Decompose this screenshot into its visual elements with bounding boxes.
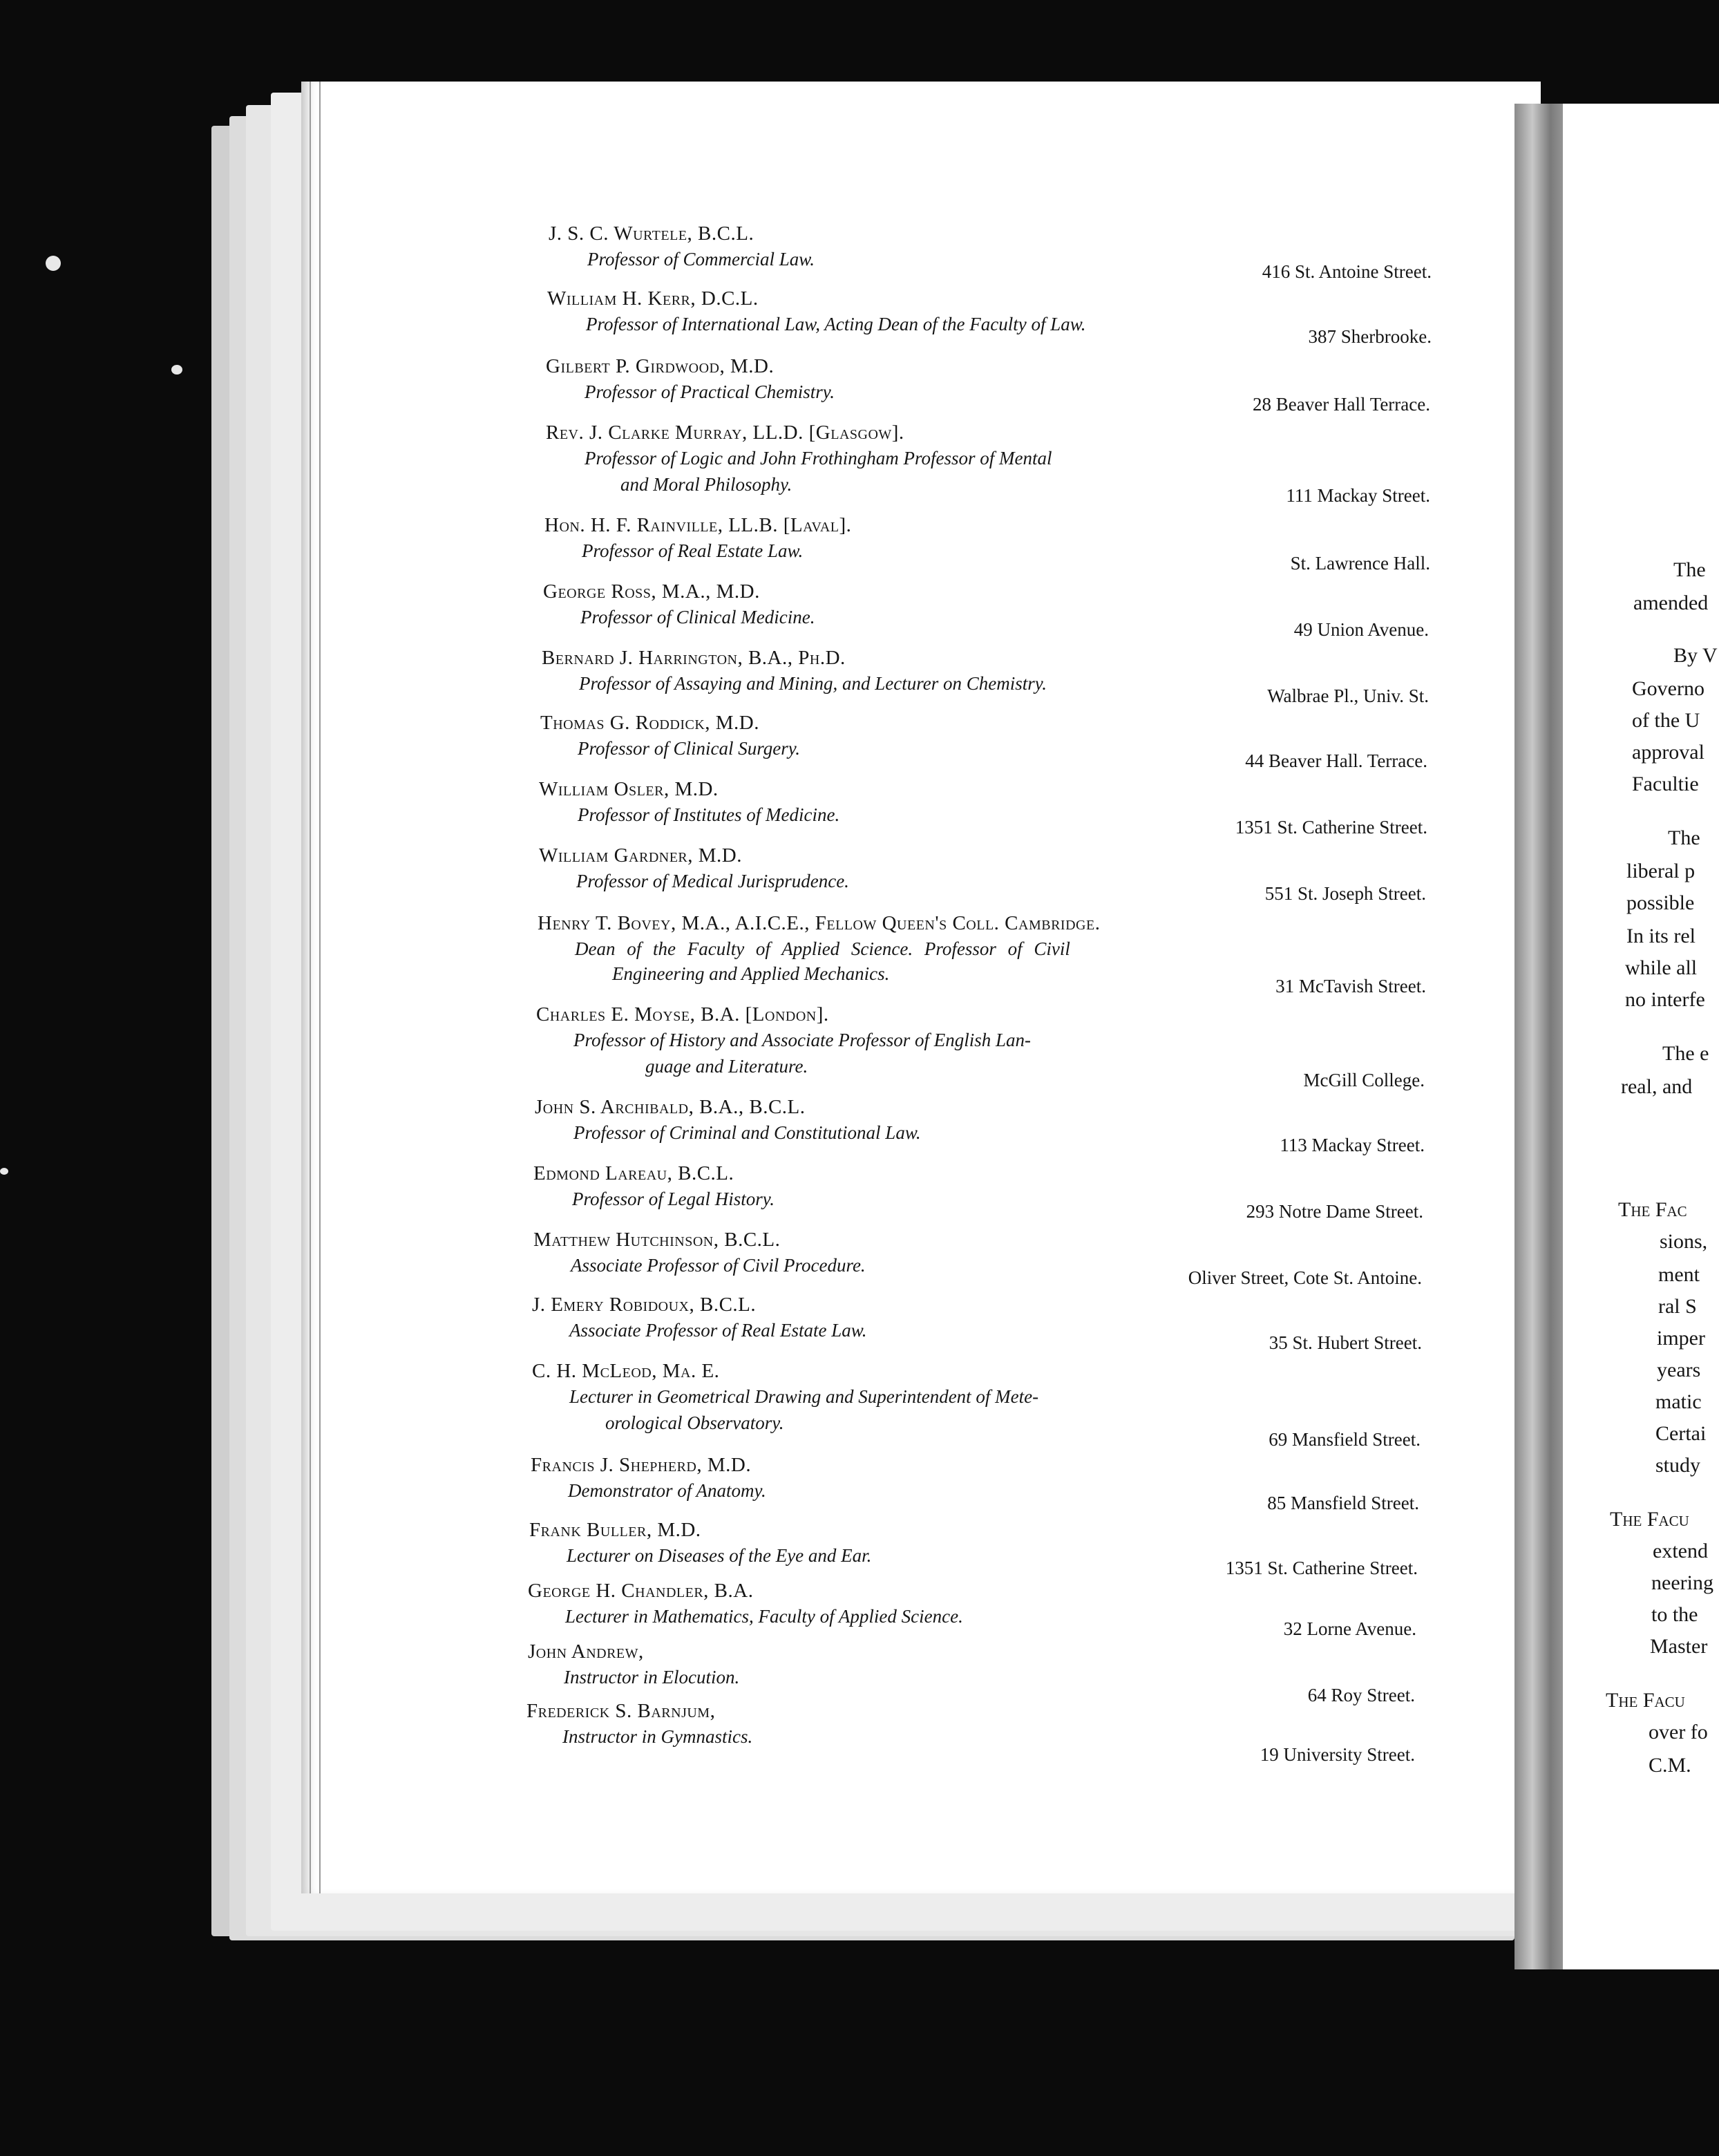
staff-address: 28 Beaver Hall Terrace. [1253,394,1430,415]
staff-address: 44 Beaver Hall. Terrace. [1245,750,1427,771]
staff-name: Gilbert P. Girdwood, M.D. [546,355,775,377]
staff-role: Professor of International Law, Acting Dean of the Faculty of Law. [586,314,1086,334]
right-page-line: of the U [1632,709,1700,732]
staff-entry [0,580,1719,647]
right-page-line: Master [1650,1635,1708,1658]
staff-entry [0,355,1719,422]
right-page-line: ment [1658,1263,1700,1286]
staff-role: Lecturer on Diseases of the Eye and Ear. [567,1545,872,1566]
staff-name: William Osler, M.D. [539,778,719,800]
staff-entry [0,912,1719,996]
staff-entry [0,422,1719,506]
staff-role-continued: and Moral Philosophy. [620,474,792,495]
staff-role: Professor of History and Associate Professor of English Lan- [573,1030,1032,1050]
right-page-line: The e [1662,1042,1709,1065]
staff-role: Professor of Criminal and Constitutional Law. [573,1122,921,1143]
staff-role: Lecturer in Geometrical Drawing and Superintendent of Mete- [569,1386,1039,1407]
staff-address: 19 University Street. [1260,1744,1415,1765]
right-page-line: Governo [1632,677,1704,700]
staff-role: Professor of Commercial Law. [587,249,815,270]
staff-role: Professor of Assaying and Mining, and Lecturer on Chemistry. [579,673,1047,694]
right-page-line: matic [1655,1390,1702,1413]
staff-role: Professor of Practical Chemistry. [585,381,835,402]
staff-entry [0,1640,1719,1707]
staff-address: 387 Sherbrooke. [1308,326,1432,347]
staff-entry [0,844,1719,911]
right-page-line: In its rel [1626,925,1696,947]
staff-address: 1351 St. Catherine Street. [1225,1558,1418,1578]
staff-name: J. S. C. Wurtele, B.C.L. [549,223,754,245]
staff-role: Professor of Clinical Surgery. [578,738,800,759]
right-page-line: The [1673,558,1706,581]
staff-name: John Andrew, [528,1640,644,1663]
right-page-line: extend [1653,1540,1708,1562]
right-page-line: no interfe [1625,988,1705,1011]
staff-address: 64 Roy Street. [1307,1685,1415,1705]
staff-name: Henry T. Bovey, M.A., A.I.C.E., Fellow Queen's Coll. Cambridge. [538,912,1101,934]
right-page-line: to the [1651,1603,1698,1626]
staff-name: Edmond Lareau, B.C.L. [533,1162,734,1184]
right-page-line: Certai [1655,1422,1707,1445]
staff-address: 113 Mackay Street. [1280,1135,1425,1155]
right-page-line: The Facu [1610,1508,1689,1531]
staff-entry [0,514,1719,580]
right-page-line: The Facu [1606,1689,1685,1712]
staff-address: 416 St. Antoine Street. [1262,261,1432,282]
right-page-line: imper [1657,1327,1705,1350]
staff-entry [0,778,1719,844]
right-page-line: years [1657,1359,1701,1381]
staff-address: McGill College. [1303,1070,1425,1090]
right-page-line: Facultie [1632,773,1699,795]
staff-role: Lecturer in Mathematics, Faculty of Applied Science. [565,1606,963,1627]
right-page-line: possible [1626,891,1695,914]
staff-entry [0,1294,1719,1360]
right-page-line: The Fac [1618,1198,1687,1221]
right-page-line: C.M. [1649,1754,1691,1777]
staff-role-continued: guage and Literature. [645,1056,808,1077]
right-page-line: over fo [1649,1721,1708,1743]
staff-entry [0,223,1719,289]
staff-entry [0,1162,1719,1229]
staff-role: Professor of Medical Jurisprudence. [576,871,849,891]
staff-name: Francis J. Shepherd, M.D. [531,1454,752,1476]
staff-role: Associate Professor of Civil Procedure. [571,1255,866,1276]
right-page-line: ral S [1658,1295,1697,1318]
staff-address: 32 Lorne Avenue. [1283,1618,1416,1639]
right-page-line: while all [1625,956,1698,979]
staff-name: William H. Kerr, D.C.L. [547,287,759,310]
staff-name: Rev. J. Clarke Murray, LL.D. [Glasgow]. [546,422,904,444]
staff-role-continued: orological Observatory. [605,1412,784,1433]
staff-role-continued: Engineering and Applied Mechanics. [612,963,890,984]
right-page-line: sions, [1660,1230,1708,1253]
staff-address: 85 Mansfield Street. [1267,1493,1419,1513]
staff-role: Instructor in Gymnastics. [562,1726,753,1747]
staff-name: C. H. McLeod, Ma. E. [532,1360,720,1382]
staff-name: George Ross, M.A., M.D. [543,580,760,603]
staff-name: William Gardner, M.D. [539,844,742,867]
staff-name: J. Emery Robidoux, B.C.L. [532,1294,757,1316]
staff-role: Professor of Legal History. [572,1189,775,1209]
staff-address: Walbrae Pl., Univ. St. [1267,685,1429,706]
staff-name: Hon. H. F. Rainville, LL.B. [Laval]. [544,514,852,536]
staff-address: 551 St. Joseph Street. [1264,883,1426,904]
staff-role: Associate Professor of Real Estate Law. [569,1320,867,1341]
staff-address: 111 Mackay Street. [1286,485,1430,506]
right-page-line: By V [1673,644,1718,667]
staff-address: 69 Mansfield Street. [1269,1429,1421,1450]
staff-address: 1351 St. Catherine Street. [1235,817,1427,838]
staff-role: Professor of Institutes of Medicine. [578,804,840,825]
staff-entry [0,1096,1719,1162]
staff-role: Dean of the Faculty of Applied Science. Professor of Civil [575,938,1070,959]
staff-entry [0,1229,1719,1295]
staff-name: Frank Buller, M.D. [529,1519,701,1541]
staff-address: 49 Union Avenue. [1293,619,1429,640]
staff-address: Oliver Street, Cote St. Antoine. [1188,1267,1422,1288]
staff-role: Professor of Clinical Medicine. [580,607,815,627]
staff-entry [0,1580,1719,1646]
staff-name: Frederick S. Barnjum, [526,1700,716,1722]
staff-name: George H. Chandler, B.A. [528,1580,754,1602]
right-page-line: study [1655,1454,1701,1477]
staff-name: Thomas G. Roddick, M.D. [540,712,759,734]
staff-address: 31 McTavish Street. [1275,976,1426,996]
staff-role: Instructor in Elocution. [564,1667,740,1687]
staff-entry [0,287,1719,354]
staff-entry [0,647,1719,713]
staff-name: John S. Archibald, B.A., B.C.L. [535,1096,806,1118]
staff-name: Matthew Hutchinson, B.C.L. [533,1229,781,1251]
staff-entry [0,1519,1719,1585]
staff-role: Professor of Logic and John Frothingham Professor of Mental [585,448,1052,469]
staff-role: Professor of Real Estate Law. [582,540,804,561]
staff-address: St. Lawrence Hall. [1290,553,1430,574]
right-page-line: amended [1633,592,1709,614]
staff-name: Charles E. Moyse, B.A. [London]. [536,1003,829,1025]
staff-role: Demonstrator of Anatomy. [568,1480,766,1501]
right-page-line: approval [1632,741,1704,764]
staff-entry [0,712,1719,778]
staff-address: 35 St. Hubert Street. [1269,1332,1422,1353]
right-page-line: The [1668,826,1700,849]
right-page-line: liberal p [1626,860,1696,882]
staff-entry [0,1700,1719,1766]
right-page-line: real, and [1621,1075,1693,1098]
staff-entry [0,1454,1719,1520]
staff-name: Bernard J. Harrington, B.A., Ph.D. [542,647,846,669]
right-page-line: neering [1651,1571,1713,1594]
staff-address: 293 Notre Dame Street. [1246,1201,1423,1222]
